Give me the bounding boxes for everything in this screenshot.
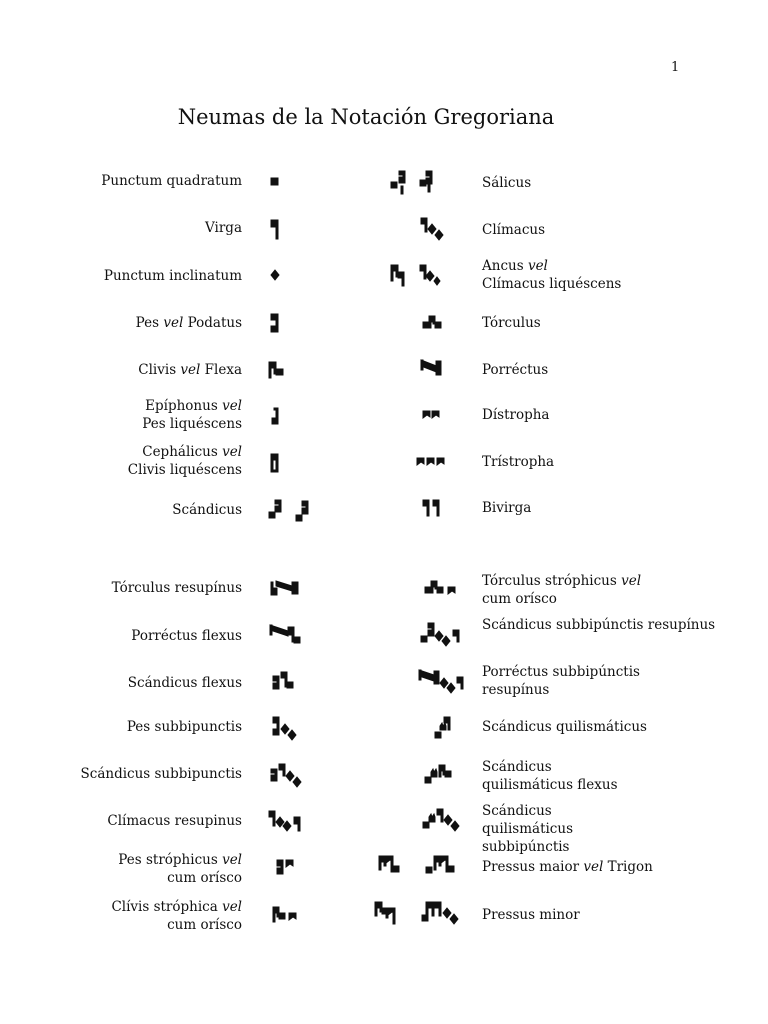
label-bivirga: Bivirga: [482, 500, 532, 516]
label-climacus: Clímacus: [482, 222, 545, 238]
label-epiphonus: Epíphonus vel Pes liquéscens: [142, 398, 242, 432]
climacus-resupinus-neume: [266, 808, 306, 834]
bivirga-neume: [420, 497, 444, 521]
pes-subbipunctis-neume: [270, 714, 300, 742]
virga-neume: [268, 217, 282, 243]
porrectus-neume: [418, 357, 446, 381]
label-scandicus: Scándicus: [172, 502, 242, 518]
pes-strophicus-neume: [274, 856, 298, 880]
torculus-strophicus-neume: [422, 577, 462, 599]
label-porrectus-flexus: Porréctus flexus: [131, 628, 242, 644]
label-clivis-strophica: Clívis stróphica vel cum orísco: [111, 899, 242, 933]
pressus-maior-neume: [376, 853, 466, 881]
label-scandicus-quilismaticus: Scándicus quilismáticus: [482, 719, 647, 735]
epiphonus-neume: [268, 404, 282, 430]
scandicus-quilismaticus-neume: [432, 714, 454, 742]
label-torculus-resupinus: Tórculus resupínus: [111, 580, 242, 596]
pes-neume: [268, 311, 282, 337]
label-tristropha: Trístropha: [482, 454, 555, 470]
clivis-neume: [266, 358, 286, 382]
torculus-resupinus-neume: [268, 576, 302, 600]
label-scandicus-subbipunctis-resupinus: Scándicus subbipúnctis resupínus: [482, 617, 716, 633]
label-pes-strophicus: Pes stróphicus vel cum orísco: [118, 852, 242, 886]
label-climacus-resupinus: Clímacus resupinus: [107, 813, 242, 829]
label-torculus-strophicus: Tórculus stróphicus vel cum orísco: [482, 573, 642, 607]
label-scandicus-flexus: Scándicus flexus: [127, 675, 242, 691]
label-pes-podatus: Pes vel Podatus: [135, 315, 242, 331]
salicus-neume: [388, 168, 442, 198]
scandicus-subbipunctis-neume: [268, 761, 304, 789]
punctum-quadratum-neume: [268, 172, 282, 192]
page-number: 1: [671, 60, 680, 75]
label-clivis-flexa: Clivis vel Flexa: [138, 362, 242, 378]
scandicus-subbipunctis-resupinus-neume: [418, 620, 466, 650]
distropha-neume: [420, 406, 444, 424]
climacus-neume: [418, 215, 448, 243]
label-pressus-minor: Pressus minor: [482, 907, 580, 923]
label-scandicus-subbipunctis: Scándicus subbipunctis: [80, 766, 242, 782]
label-torculus: Tórculus: [482, 315, 541, 331]
scandicus-quilismaticus-flexus-neume: [422, 761, 462, 789]
tristropha-neume: [414, 453, 450, 471]
punctum-inclinatum-neume: [268, 266, 282, 286]
label-ancus: Ancus vel Clímacus liquéscens: [482, 258, 622, 292]
cephalicus-neume: [268, 450, 282, 476]
pressus-minor-neume: [372, 899, 466, 929]
label-scandicus-quilismaticus-flexus: Scándicus quilismáticus flexus: [482, 759, 618, 793]
scandicus-neume: [266, 497, 320, 525]
page-title: Neumas de la Notación Gregoriana: [177, 105, 555, 129]
label-virga: Virga: [205, 220, 242, 236]
porrectus-subbipunctis-resupinus-neume: [416, 667, 468, 697]
label-porrectus: Porréctus: [482, 362, 549, 378]
porrectus-flexus-neume: [268, 622, 304, 648]
label-pressus-maior: Pressus maior vel Trigon: [482, 859, 653, 875]
label-scandicus-quilismaticus-subbipunctis: Scándicus quilismáticus subbipúnctis: [482, 803, 573, 855]
torculus-neume: [420, 312, 446, 334]
scandicus-flexus-neume: [270, 669, 300, 695]
ancus-neume: [388, 262, 450, 290]
label-pes-subbipunctis: Pes subbipunctis: [126, 719, 242, 735]
label-porrectus-subbipunctis-resupinus: Porréctus subbipúnctis resupínus: [482, 664, 640, 698]
clivis-strophica-neume: [270, 903, 304, 927]
label-punctum-inclinatum: Punctum inclinatum: [103, 268, 242, 284]
label-punctum-quadratum: Punctum quadratum: [101, 173, 242, 189]
label-distropha: Dístropha: [482, 407, 550, 423]
scandicus-quilismaticus-subbipunctis-neume: [420, 806, 464, 836]
label-cephalicus: Cephálicus vel Clivis liquéscens: [127, 444, 242, 478]
label-salicus: Sálicus: [482, 175, 532, 191]
